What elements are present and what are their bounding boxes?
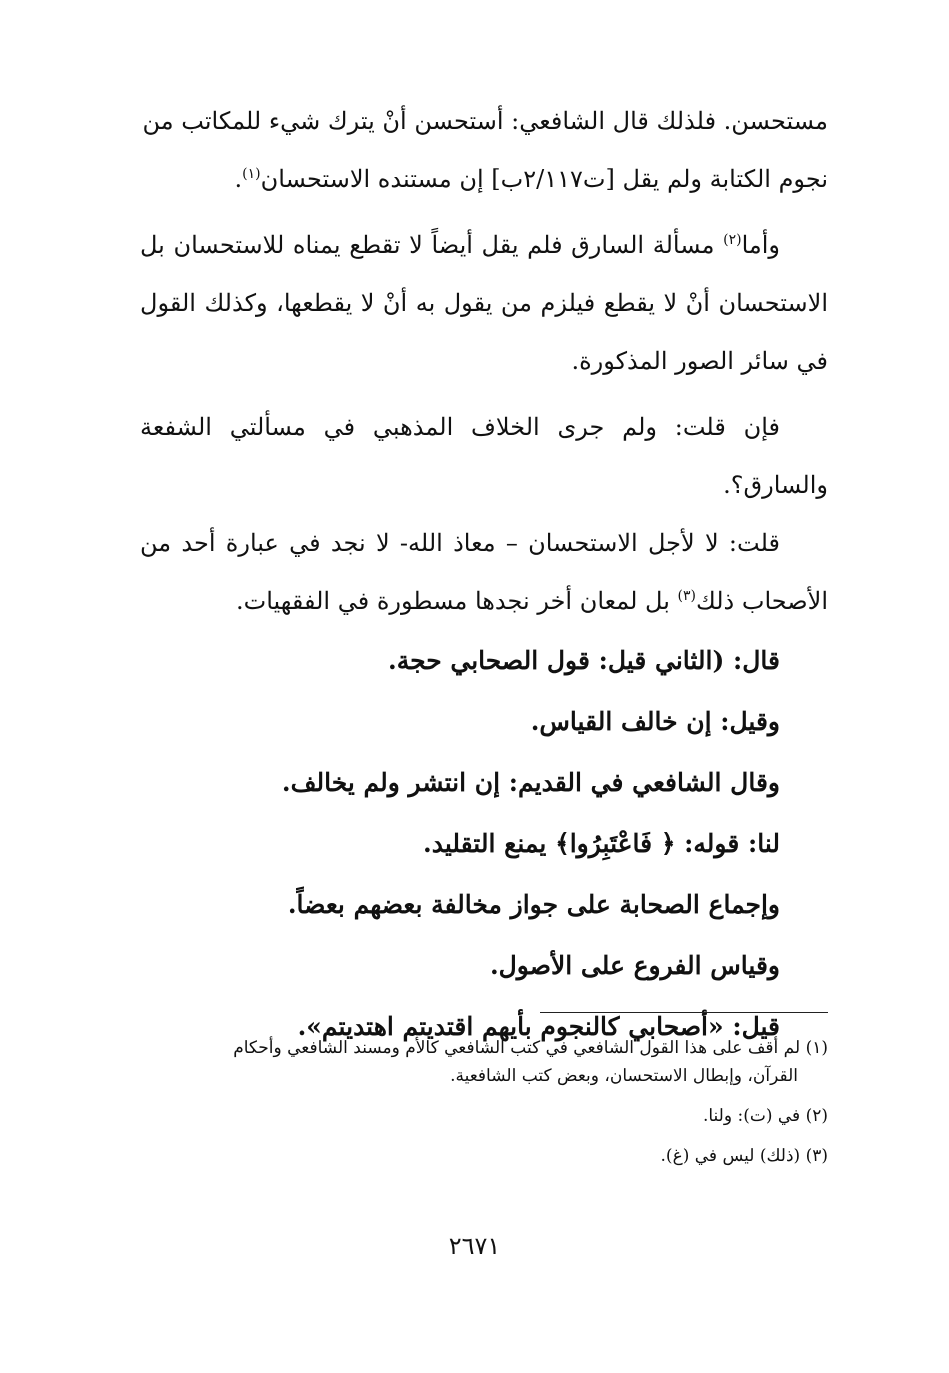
bold-line-2: وقيل: إن خالف القياس. <box>530 707 780 736</box>
footnote-ref-3[interactable]: (٣) <box>677 588 696 604</box>
paragraph-4 <box>140 514 828 630</box>
footnote-2: (٢) في (ت): ولنا. <box>702 1106 828 1126</box>
footnote-1-line-1: (١) لم أقف على هذا القول الشافعي في كتب الشافعي كالأم ومسند الشافعي وأحكام <box>233 1038 828 1058</box>
bold-line-4: لنا: قوله: ﴿ فَاعْتَبِرُوا﴾ يمنع التقليد. <box>423 829 780 858</box>
bold-line-1: قال: (الثاني قيل: قول الصحابي حجة. <box>387 646 780 675</box>
footnote-1-line-2: القرآن، وإبطال الاستحسان، وبعض كتب الشافعية. <box>450 1066 798 1086</box>
bold-line-3: وقال الشافعي في القديم: إن انتشر ولم يخالف. <box>281 768 780 797</box>
paragraph-1 <box>140 92 828 208</box>
paragraph-2-start: وأما <box>741 231 780 259</box>
footnotes <box>140 1034 828 1182</box>
page-number: ٢٦٧١ <box>448 1232 501 1260</box>
paragraph-1-end: . <box>234 165 243 193</box>
paragraph-2 <box>140 216 828 390</box>
footnote-ref-1[interactable]: (١) <box>242 166 261 182</box>
paragraph-2-text: مسألة السارق فلم يقل أيضاً لا تقطع يمناه للاستحسان بل الاستحسان أنْ لا يقطع فيلزم من يقول به أنْ لا يقطعها، وكذلك القول في سائر الصور المذكورة. <box>140 231 828 375</box>
bold-line-6: وقياس الفروع على الأصول. <box>489 951 780 980</box>
footnote-divider <box>540 1012 828 1013</box>
paragraph-1-line-2: نجوم الكتابة ولم يقل [ت٢/١١٧ب] إن مستنده الاستحسان <box>260 165 828 193</box>
paragraph-4-text: بل لمعان أخر نجدها مسطورة في الفقهيات. <box>235 587 678 615</box>
main-text <box>140 92 828 1057</box>
footnote-ref-2[interactable]: (٢) <box>723 232 742 248</box>
footnote-1 <box>140 1034 828 1062</box>
paragraph-1-line-1: مستحسن. فلذلك قال الشافعي: أستحسن أنْ يترك شيء للمكاتب من <box>142 107 828 135</box>
bold-line-5: وإجماع الصحابة على جواز مخالفة بعضهم بعضاً. <box>287 890 780 919</box>
paragraph-4-start: قلت: لا لأجل الاستحسان – معاذ الله- لا نجد في عبارة أحد من الأصحاب ذلك <box>140 529 828 615</box>
bold-line-7: قيل: «أصحابي كالنجوم بأيهم اقتديتم اهتديتم». <box>297 1012 780 1041</box>
footnote-3: (٣) (ذلك) ليس في (غ). <box>660 1146 828 1166</box>
paragraph-3: فإن قلت: ولم جرى الخلاف المذهبي في مسألتي الشفعة والسارق؟. <box>140 413 828 499</box>
